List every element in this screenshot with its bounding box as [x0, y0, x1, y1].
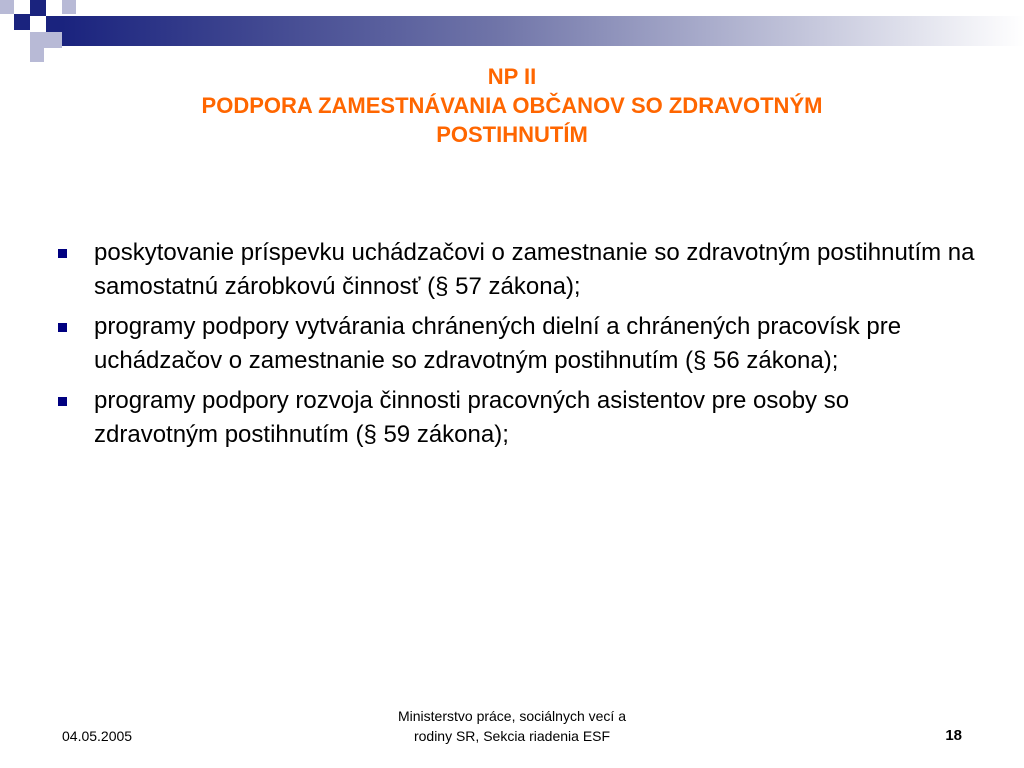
deco-square: [30, 48, 44, 62]
title-line: POSTIHNUTÍM: [436, 122, 588, 147]
slide-title: [60, 62, 964, 149]
square-bullet-icon: [58, 397, 67, 406]
header-gradient-bar: [62, 16, 1024, 46]
deco-square: [46, 32, 62, 48]
footer-date: 04.05.2005: [62, 728, 133, 744]
footer-organization: [332, 706, 692, 746]
bullet-text: poskytovanie príspevku uchádzačovi o zamestnanie so zdravotným postihnutím na samostatnú zárobkovú činnosť (§ 57 zákona);: [94, 239, 975, 300]
square-bullet-icon: [58, 323, 67, 332]
footer-org-line: Ministerstvo práce, sociálnych vecí a: [398, 708, 626, 724]
deco-square: [0, 0, 14, 14]
deco-square: [62, 0, 76, 14]
deco-square: [30, 0, 46, 16]
bullet-text: programy podpory vytvárania chránených dielní a chránených pracovísk pre uchádzačov o zamestnanie so zdravotným postihnutím (§ 56 zákona);: [94, 313, 902, 374]
bullet-item: [56, 310, 976, 378]
bullet-item: [56, 384, 976, 452]
title-line: PODPORA ZAMESTNÁVANIA OBČANOV SO ZDRAVOTNÝM: [201, 93, 823, 118]
title-line: NP II: [487, 64, 537, 89]
deco-square: [14, 14, 30, 30]
page-number: 18: [945, 727, 962, 744]
deco-square: [30, 32, 46, 48]
footer-org-line: rodiny SR, Sekcia riadenia ESF: [413, 728, 611, 744]
header-decoration: [0, 0, 1024, 70]
bullet-text: programy podpory rozvoja činnosti pracovných asistentov pre osoby so zdravotným postihnutím (§ 59 zákona);: [94, 387, 850, 448]
bullet-item: [56, 236, 976, 304]
deco-square: [46, 16, 62, 32]
square-bullet-icon: [58, 249, 67, 258]
bullet-list: [56, 236, 976, 458]
